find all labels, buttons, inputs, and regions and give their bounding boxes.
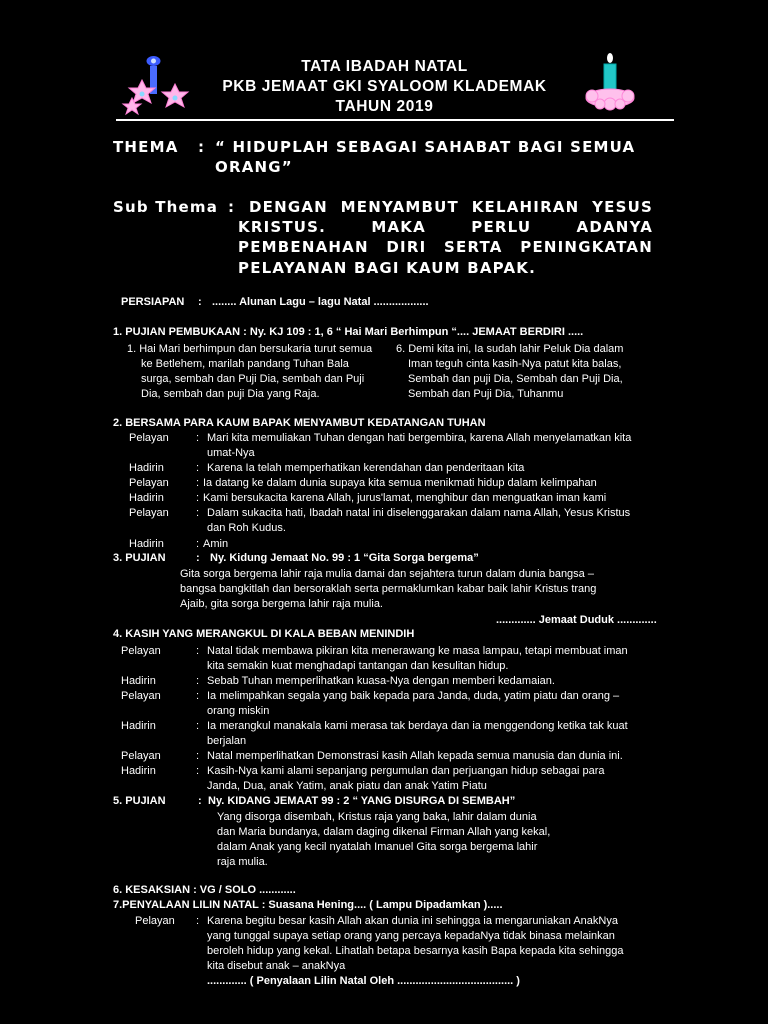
subthema-line-3: PEMBENAHAN DIRI SERTA PENINGKATAN: [238, 238, 653, 256]
speaker-colon: :: [196, 645, 200, 657]
litany-line: Natal memperlihatkan Demonstrasi kasih Allah kepada semua manusia dan dunia ini.: [207, 750, 623, 762]
speaker-label: Hadirin: [129, 538, 164, 550]
section-1-title: 1. PUJIAN PEMBUKAAN : Ny. KJ 109 : 1, 6 “ Hai Mari Berhimpun “.... JEMAAT BERDIRI .....: [113, 326, 584, 338]
litany-line: Mari kita memuliakan Tuhan dengan hati bergembira, karena Allah menyelamatkan kita: [207, 432, 632, 444]
litany-line: Kasih-Nya kami alami sepanjang pergumulan dan perjuangan hidup sebagai para: [207, 765, 605, 777]
persiapan-colon: :: [198, 296, 202, 308]
header-line-2: PKB JEMAAT GKI SYALOOM KLADEMAK: [222, 78, 547, 95]
song-line: bangsa bangkitlah dan bersoraklah serta permaklumkan kabar baik lahir Kristus trang: [180, 583, 597, 595]
litany-line: Kami bersukacita karena Allah, jurus'lamat, menghibur dan menguatkan iman kami: [203, 492, 607, 504]
section-2-title: 2. BERSAMA PARA KAUM BAPAK MENYAMBUT KEDATANGAN TUHAN: [113, 417, 486, 429]
speaker-colon: :: [196, 765, 200, 777]
speaker-label: Hadirin: [129, 462, 164, 474]
song-line: dan Maria bundanya, dalam daging dikenal Firman Allah yang kekal,: [217, 826, 551, 838]
jemaat-duduk-note: ............. Jemaat Duduk .............: [496, 614, 657, 626]
litany-line: yang tunggal supaya setiap orang yang percaya kepadaNya tidak binasa melainkan: [207, 930, 615, 942]
speaker-colon: :: [196, 720, 200, 732]
song-verse-6-line: Iman teguh cinta kasih-Nya patut kita balas,: [408, 358, 622, 370]
section-5-title: Ny. KIDANG JEMAAT 99 : 2 “ YANG DISURGA DI SEMBAH”: [208, 795, 516, 807]
speaker-colon: :: [196, 690, 200, 702]
song-verse-1-line: ke Betlehem, marilah pandang Tuhan Bala: [141, 358, 349, 370]
song-line: Gita sorga bergema lahir raja mulia damai dan sejahtera turun dalam dunia bangsa –: [180, 568, 594, 580]
subthema-label: Sub Thema: [113, 198, 219, 216]
thema-label: THEMA: [113, 138, 179, 156]
litany-line: Ia melimpahkan segala yang baik kepada para Janda, duda, yatim piatu dan orang –: [207, 690, 620, 702]
section-3-number: 3. PUJIAN: [113, 552, 166, 564]
document-page: [32, 0, 737, 1024]
subthema-colon: :: [228, 198, 236, 216]
song-line: Ajaib, gita sorga bergema lahir raja mulia.: [180, 598, 383, 610]
song-verse-6-line: Sembah dan Puji Dia, Tuhanmu: [408, 388, 564, 400]
speaker-label: Hadirin: [121, 720, 156, 732]
speaker-colon: :: [196, 492, 200, 504]
song-line: raja mulia.: [217, 856, 268, 868]
speaker-colon: :: [196, 915, 200, 927]
speaker-label: Hadirin: [121, 765, 156, 777]
speaker-label: Pelayan: [121, 645, 161, 657]
thema-line-2: ORANG”: [215, 158, 293, 176]
speaker-label: Hadirin: [129, 492, 164, 504]
litany-line: umat-Nya: [207, 447, 255, 459]
litany-line: Ia merangkul manakala kami merasa tak berdaya dan ia menggendong ketika tak kuat: [207, 720, 628, 732]
speaker-label: Pelayan: [129, 432, 169, 444]
section-5-number: 5. PUJIAN: [113, 795, 166, 807]
litany-line: kita semakin kuat menghadapi tantangan dan kesulitan hidup.: [207, 660, 509, 672]
subthema-line-4: PELAYANAN BAGI KAUM BAPAK.: [238, 259, 536, 277]
song-line: dalam Anak yang kecil nyatalah Imanuel Gita sorga bergema lahir: [217, 841, 538, 853]
litany-line: Dalam sukacita hati, Ibadah natal ini diselenggarakan dalam nama Allah, Yesus Kristus: [207, 507, 631, 519]
section-4-title: 4. KASIH YANG MERANGKUL DI KALA BEBAN MENINDIH: [113, 628, 415, 640]
song-verse-6-line: Sembah dan puji Dia, Sembah dan Puji Dia,: [408, 373, 623, 385]
persiapan-label: PERSIAPAN: [121, 296, 185, 308]
litany-line: Amin: [203, 538, 229, 550]
thema-colon: :: [198, 138, 206, 156]
thema-line-1: “ HIDUPLAH SEBAGAI SAHABAT BAGI SEMUA: [215, 138, 636, 156]
song-line: Yang disorga disembah, Kristus raja yang baka, lahir dalam dunia: [217, 811, 537, 823]
speaker-colon: :: [196, 432, 200, 444]
section-5-colon: :: [198, 795, 202, 807]
song-verse-6-line: 6. Demi kita ini, Ia sudah lahir Peluk Dia dalam: [396, 343, 624, 355]
section-3-colon: :: [196, 552, 200, 564]
speaker-colon: :: [196, 750, 200, 762]
candle-lighting-note: ............. ( Penyalaan Lilin Natal Oleh ...................................... ): [207, 975, 520, 987]
speaker-colon: :: [196, 507, 200, 519]
speaker-label: Pelayan: [121, 750, 161, 762]
song-verse-1-line: Dia, sembah dan puji Dia yang Raja.: [141, 388, 320, 400]
litany-line: Janda, Dua, anak Yatim, anak piatu dan anak Yatim Piatu: [207, 780, 487, 792]
speaker-colon: :: [196, 538, 200, 550]
speaker-colon: :: [196, 477, 200, 489]
speaker-colon: :: [196, 675, 200, 687]
litany-line: Sebab Tuhan memperlihatkan kuasa-Nya dengan memberi kedamaian.: [207, 675, 555, 687]
song-verse-1-line: 1. Hai Mari berhimpun dan bersukaria turut semua: [127, 343, 373, 355]
song-verse-1-line: surga, sembah dan Puji Dia, sembah dan Puji: [141, 373, 365, 385]
litany-line: Ia datang ke dalam dunia supaya kita semua menikmati hidup dalam kelimpahan: [203, 477, 597, 489]
subthema-line-2: KRISTUS. MAKA PERLU ADANYA: [238, 218, 653, 236]
litany-line: Karena Ia telah memperhatikan kerendahan dan penderitaan kita: [207, 462, 525, 474]
litany-line: dan Roh Kudus.: [207, 522, 286, 534]
speaker-label: Pelayan: [129, 477, 169, 489]
litany-line: Karena begitu besar kasih Allah akan dunia ini sehingga ia mengaruniakan AnakNya: [207, 915, 618, 927]
litany-line: berjalan: [207, 735, 247, 747]
header-line-1: TATA IBADAH NATAL: [301, 58, 468, 75]
litany-line: beroleh hidup yang kekal. Lihatlah betapa besarnya kasih Bapa kepada kita sehingga: [207, 945, 624, 957]
litany-line: kita disebut anak – anakNya: [207, 960, 346, 972]
section-7-title: 7.PENYALAAN LILIN NATAL : Suasana Hening.... ( Lampu Dipadamkan ).....: [113, 899, 503, 911]
speaker-label: Hadirin: [121, 675, 156, 687]
header-line-3: TAHUN 2019: [335, 98, 434, 115]
section-3-title: Ny. Kidung Jemaat No. 99 : 1 “Gita Sorga bergema”: [210, 552, 479, 564]
section-6-title: 6. KESAKSIAN : VG / SOLO ............: [113, 884, 296, 896]
litany-line: orang miskin: [207, 705, 270, 717]
speaker-label: Pelayan: [135, 915, 175, 927]
speaker-label: Pelayan: [129, 507, 169, 519]
litany-line: Natal tidak membawa pikiran kita menerawang ke masa lampau, tetapi membuat iman: [207, 645, 628, 657]
speaker-colon: :: [196, 462, 200, 474]
speaker-label: Pelayan: [121, 690, 161, 702]
persiapan-text: ........ Alunan Lagu – lagu Natal ..................: [212, 296, 429, 308]
subthema-line-1: DENGAN MENYAMBUT KELAHIRAN YESUS: [249, 198, 653, 216]
header-divider: [116, 119, 674, 121]
